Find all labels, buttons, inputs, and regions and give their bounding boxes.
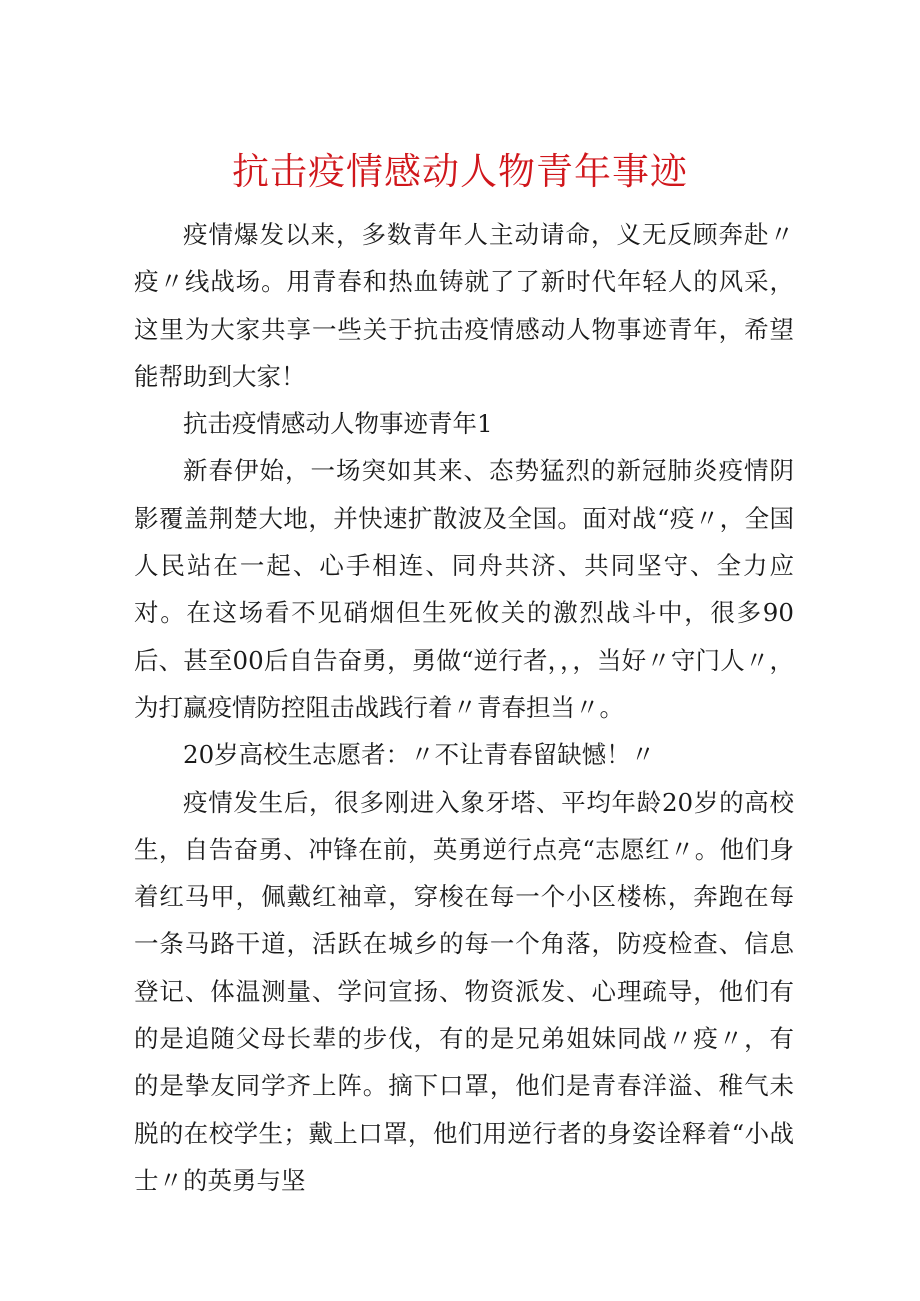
section-heading-1: 抗击疫情感动人物事迹青年1 — [183, 409, 493, 439]
document-body — [134, 211, 794, 1204]
subsection-heading: 20岁高校生志愿者：〃不让青春留缺憾！〃 — [183, 740, 656, 770]
section-1-paragraph: 新春伊始，一场突如其来、态势猛烈的新冠肺炎疫情阴影覆盖荆楚大地，并快速扩散波及全国。面对战“疫〃，全国人民站在一起、心手相连、同舟共济、共同坚守、全力应对。在这场看不见硝烟但生死攸关的激烈战斗中，很多90后、甚至00后自告奋勇，勇做“逆行者，，，当好〃守门人〃，为打赢疫情防控阻击战践行着〃青春担当〃。 — [134, 456, 794, 722]
document-title: 抗击疫情感动人物青年事迹 — [232, 150, 688, 193]
intro-paragraph: 疫情爆发以来，多数青年人主动请命，义无反顾奔赴〃疫〃线战场。用青春和热血铸就了了新时代年轻人的风采，这里为大家共享一些关于抗击疫情感动人物事迹青年，希望能帮助到大家！ — [134, 220, 794, 391]
subsection-paragraph: 疫情发生后，很多刚进入象牙塔、平均年龄20岁的高校生，自告奋勇、冲锋在前，英勇逆行点亮“志愿红〃。他们身着红马甲，佩戴红袖章，穿梭在每一个小区楼栋，奔跑在每一条马路干道，活跃在城乡的每一个角落，防疫检查、信息登记、体温测量、学问宣扬、物资派发、心理疏导，他们有的是追随父母长辈的步伐，有的是兄弟姐妹同战〃疫〃，有的是挚友同学齐上阵。摘下口罩，他们是青春洋溢、稚气未脱的在校学生；戴上口罩，他们用逆行者的身姿诠释着“小战士〃的英勇与坚 — [134, 787, 794, 1195]
